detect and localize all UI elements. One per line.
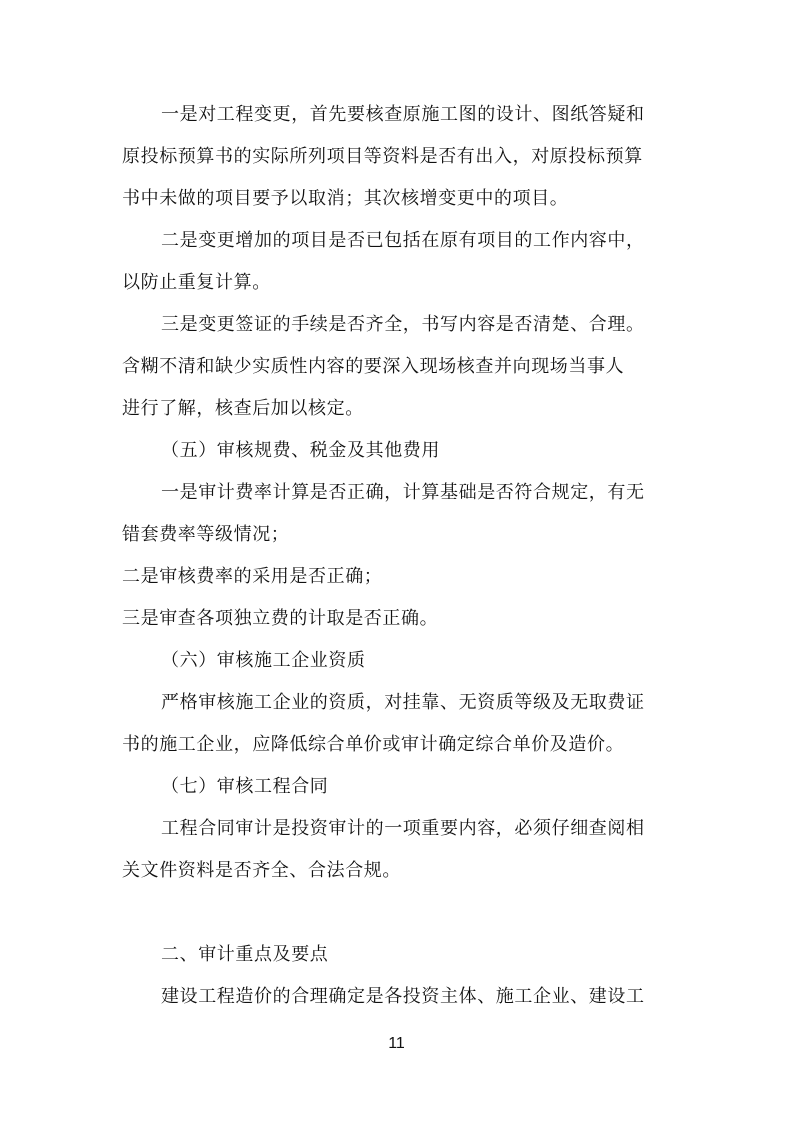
section-heading: 二、审计重点及要点 [161,944,329,965]
paragraph-line: 二是审核费率的采用是否正确； [122,566,383,587]
paragraph-line: 进行了解，核查后加以核定。 [122,398,364,419]
paragraph-line: 书中未做的项目要予以取消；其次核增变更中的项目。 [122,188,569,209]
paragraph-line: 严格审核施工企业的资质，对挂靠、无资质等级及无取费证 [161,692,645,713]
page-number: 11 [388,1035,405,1052]
paragraph-line: 一是审计费率计算是否正确，计算基础是否符合规定，有无 [161,482,645,503]
paragraph-line: 一是对工程变更，首先要核查原施工图的设计、图纸答疑和 [161,104,645,125]
paragraph-line: 三是审查各项独立费的计取是否正确。 [122,608,439,629]
paragraph-line: 关文件资料是否齐全、合法合规。 [122,860,401,881]
paragraph-line: 三是变更签证的手续是否齐全，书写内容是否清楚、合理。 [161,314,645,335]
paragraph-line: 建设工程造价的合理确定是各投资主体、施工企业、建设工 [161,986,645,1007]
section-heading: （七）审核工程合同 [161,776,329,797]
section-heading: （五）审核规费、税金及其他费用 [161,440,440,461]
paragraph-line: 工程合同审计是投资审计的一项重要内容，必须仔细查阅相 [161,818,645,839]
paragraph-line: 书的施工企业，应降低综合单价或审计确定综合单价及造价。 [122,734,625,755]
paragraph-line: 原投标预算书的实际所列项目等资料是否有出入，对原投标预算 [122,146,643,167]
paragraph-line: 含糊不清和缺少实质性内容的要深入现场核查并向现场当事人 [122,356,625,377]
paragraph-line: 错套费率等级情况； [122,524,290,545]
paragraph-line: 二是变更增加的项目是否已包括在原有项目的工作内容中， [161,230,645,251]
section-heading: （六）审核施工企业资质 [161,650,366,671]
paragraph-line: 以防止重复计算。 [122,272,271,293]
